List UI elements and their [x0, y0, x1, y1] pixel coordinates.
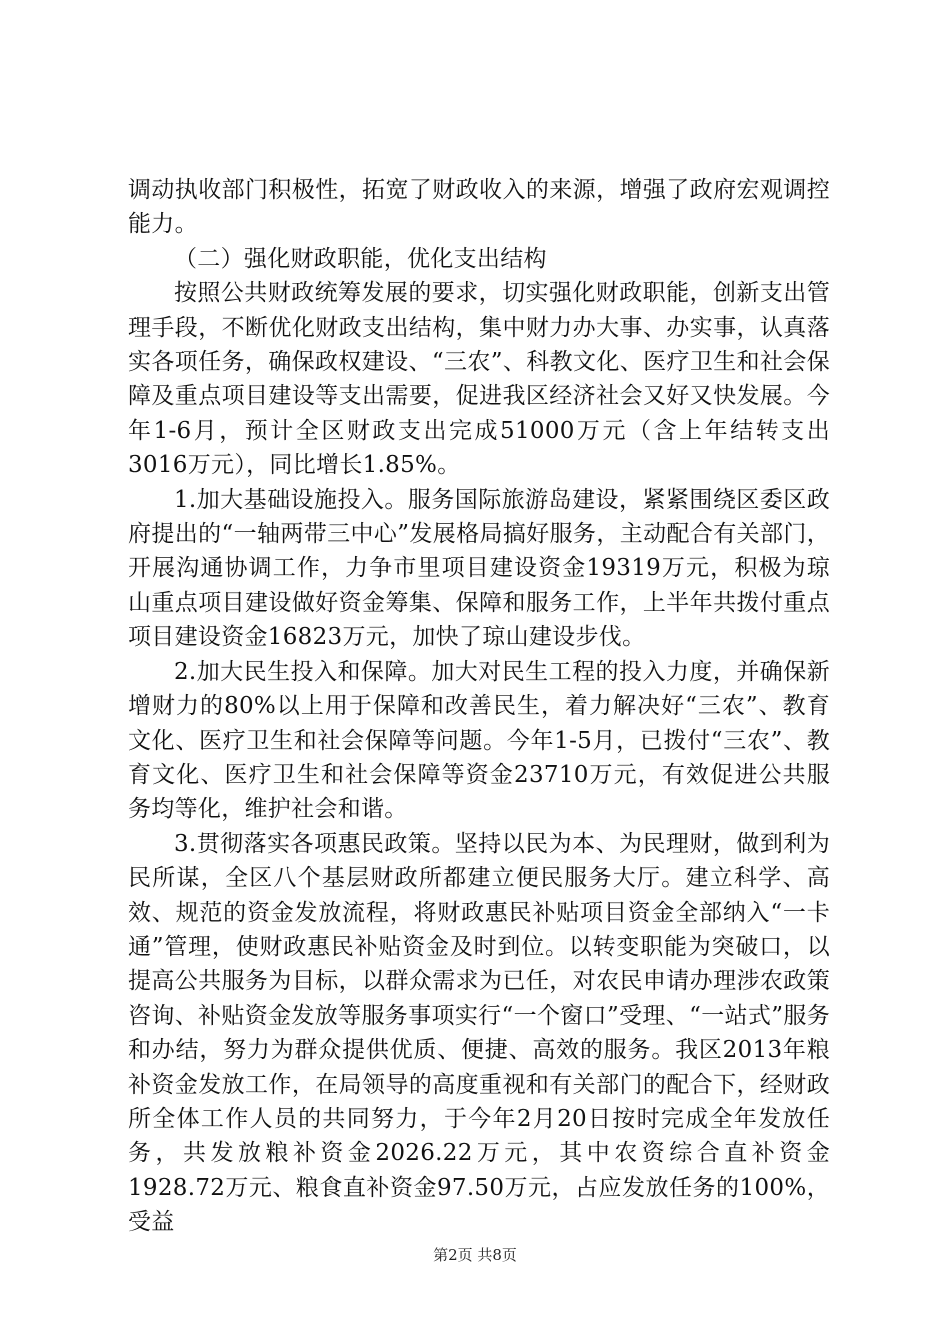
paragraph-continuation: 调动执收部门积极性，拓宽了财政收入的来源，增强了政府宏观调控能力。 — [128, 177, 830, 238]
paragraph-item-2: 2.加大民生投入和保障。加大对民生工程的投入力度，并确保新增财力的80%以上用于保障和改善民生，着力解决好“三农”、教育文化、医疗卫生和社会保障等问题。今年1-5月，已拨付“三农”、教育文化、医疗卫生和社会保障等资金23710万元，有效促进公共服务均等化，维护社会和谐。 — [128, 658, 830, 823]
document-body — [128, 173, 830, 1240]
paragraph-intro: 按照公共财政统筹发展的要求，切实强化财政职能，创新支出管理手段，不断优化财政支出结构，集中财力办大事、办实事，认真落实各项任务，确保政权建设、“三农”、科教文化、医疗卫生和社会保障及重点项目建设等支出需要，促进我区经济社会又好又快发展。今年1-6月，预计全区财政支出完成51000万元（含上年结转支出3016万元），同比增长1.85%。 — [128, 280, 830, 479]
paragraph-item-3: 3.贯彻落实各项惠民政策。坚持以民为本、为民理财，做到利为民所谋，全区八个基层财政所都建立便民服务大厅。建立科学、高效、规范的资金发放流程，将财政惠民补贴项目资金全部纳入“一卡通”管理，使财政惠民补贴资金及时到位。以转变职能为突破口，以提高公共服务为目标，以群众需求为已任，对农民申请办理涉农政策咨询、补贴资金发放等服务事项实行“一个窗口”受理、“一站式”服务和办结，努力为群众提供优质、便捷、高效的服务。我区2013年粮补资金发放工作，在局领导的高度重视和有关部门的配合下，经财政所全体工作人员的共同努力，于今年2月20日按时完成全年发放任务，共发放粮补资金2026.22万元，其中农资综合直补资金1928.72万元、粮食直补资金97.50万元，占应发放任务的100%，受益 — [128, 830, 830, 1236]
paragraph-item-1: 1.加大基础设施投入。服务国际旅游岛建设，紧紧围绕区委区政府提出的“一轴两带三中心”发展格局搞好服务，主动配合有关部门，开展沟通协调工作，力争市里项目建设资金19319万元，积极为琼山重点项目建设做好资金筹集、保障和服务工作，上半年共拨付重点项目建设资金16823万元，加快了琼山建设步伐。 — [128, 486, 830, 651]
page-number-footer: 第2页 共8页 — [433, 1246, 517, 1264]
section-heading: （二）强化财政职能，优化支出结构 — [174, 245, 547, 272]
